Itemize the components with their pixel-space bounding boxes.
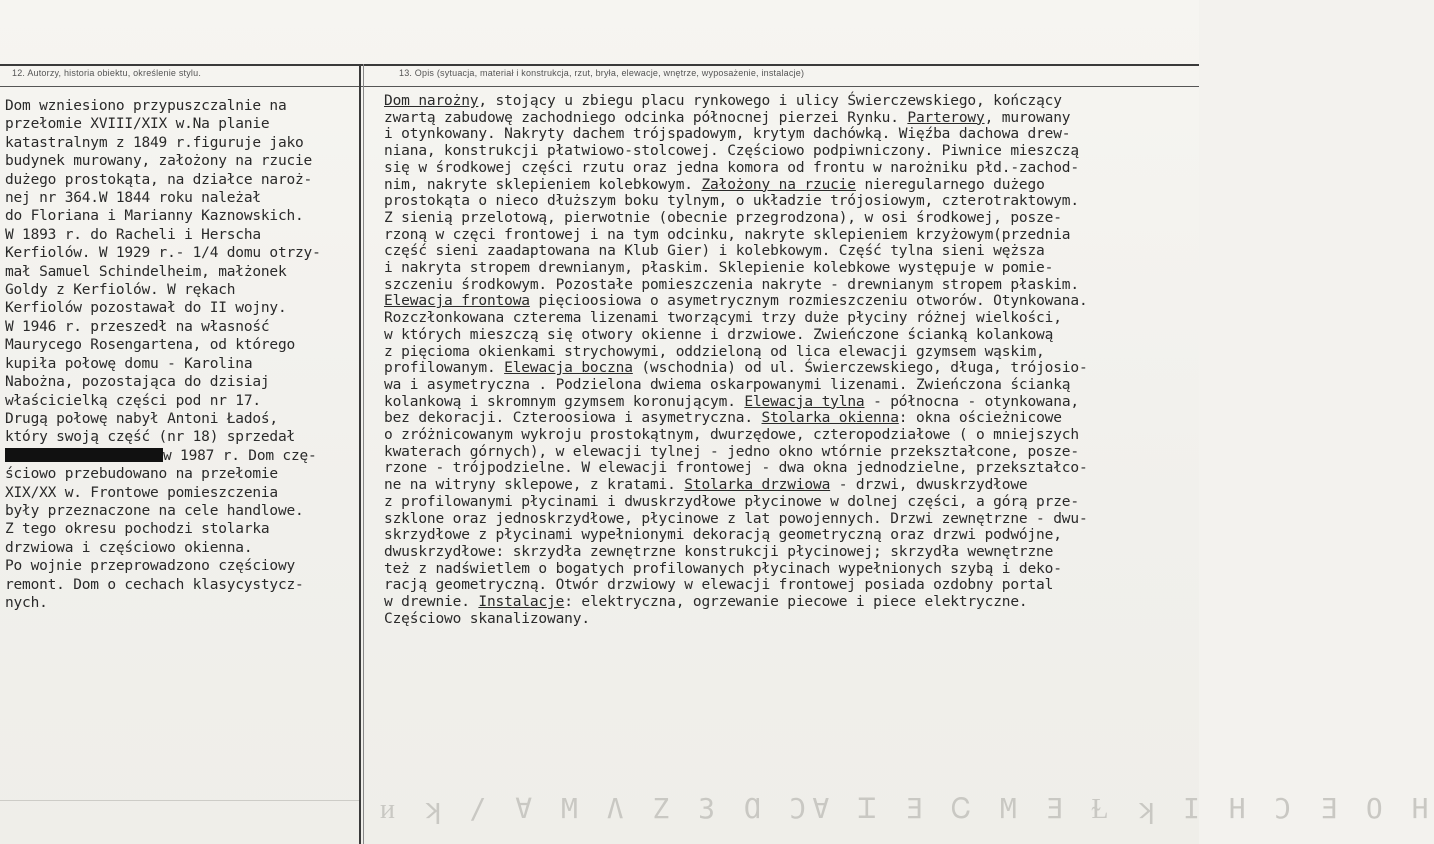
- description-line: [384, 277, 1190, 294]
- history-line-text: Goldy z Kerfiolów. W rękach: [5, 282, 236, 299]
- description-line: [384, 477, 1190, 494]
- description-segment: kolankową i skromnym gzymsem koronującym.: [384, 393, 745, 410]
- history-line: [5, 392, 357, 410]
- description-line: [384, 527, 1190, 544]
- description-line: [384, 93, 1190, 110]
- section-heading: Instalacje: [478, 594, 565, 611]
- section-heading: Stolarka drzwiowa: [684, 477, 831, 494]
- description-line: [384, 377, 1190, 394]
- history-line: [5, 299, 357, 317]
- history-line: [5, 539, 357, 557]
- column-divider-secondary: [363, 64, 364, 844]
- history-line: [5, 226, 357, 244]
- section-heading: Elewacja frontowa: [384, 293, 530, 310]
- history-line: [5, 97, 357, 115]
- description-line: [384, 210, 1190, 227]
- description-segment: i otynkowany. Nakryty dachem trójspadowym, krytym dachówką. Więźba dachowa drew-: [384, 126, 1071, 143]
- description-segment: ne na witryny sklepowe, z kratami.: [384, 477, 685, 494]
- description-segment: , stojący u zbiegu placu rynkowego i ulicy Świerczewskiego, kończący: [478, 93, 1062, 109]
- section-heading: Elewacja boczna: [504, 360, 633, 377]
- description-line: [384, 327, 1190, 344]
- bleed-through-text: ᴎ ʞ / ∀ M Ʌ Z 3 Ɑ ƆⱯ Ꮖ Ǝ Ꮯ M Ǝ Ɫ ʞ I H Ɔ Ǝ O H: [380, 792, 1434, 825]
- history-line-text: ściowo przebudowano na przełomie: [5, 466, 278, 483]
- description-segment: się w środkowej części rzutu oraz jedna komora od frontu w narożniku płd.-zachod-: [384, 159, 1079, 176]
- description-segment: pięcioosiowa o asymetrycznym rozmieszczeniu otworów. Otynkowana.: [529, 293, 1088, 310]
- header-underline: [0, 86, 1199, 87]
- history-line-text: przełomie XVIII/XIX w.Na planie: [5, 116, 270, 133]
- description-segment: też z nadświetlem o bogatych profilowanych płycinach wypełnionych szybą i deko-: [384, 560, 1062, 577]
- description-line: [384, 611, 1190, 628]
- history-line-text: Po wojnie przeprowadzono częściowy: [5, 558, 296, 575]
- description-segment: w drewnie.: [384, 594, 479, 611]
- description-line: [384, 460, 1190, 477]
- description-segment: racją geometryczną. Otwór drzwiowy w elewacji frontowej posiada ozdobny portal: [384, 577, 1054, 594]
- description-line: [384, 193, 1190, 210]
- history-line-text: W 1893 r. do Racheli i Herscha: [5, 226, 261, 243]
- history-line-text: Z tego okresu pochodzi stolarka: [5, 521, 270, 538]
- history-text: [5, 97, 357, 612]
- history-line: [5, 115, 357, 133]
- history-line: [5, 189, 357, 207]
- description-segment: rzone - trójpodzielne. W elewacji frontowej - dwa okna jednodzielne, przekształco-: [384, 460, 1088, 477]
- description-line: [384, 444, 1190, 461]
- description-line: [384, 394, 1190, 411]
- history-line-text: Maurycego Rosengartena, od którego: [5, 337, 296, 354]
- description-segment: szczeniu środkowym. Pozostałe pomieszczenia nakryte - drewnianym stropem płaskim.: [384, 276, 1079, 293]
- description-line: [384, 594, 1190, 611]
- history-line-text: W 1946 r. przeszedł na własność: [5, 318, 270, 335]
- history-line: [5, 576, 357, 594]
- description-segment: i nakryta stropem drewnianym, płaskim. Sklepienie kolebkowe występuje w pomie-: [384, 260, 1054, 277]
- history-line: [5, 171, 357, 189]
- top-border: [0, 64, 1199, 66]
- column-divider: [359, 64, 361, 844]
- faint-rule: [0, 800, 359, 801]
- description-segment: bez dekoracji. Czteroosiowa i asymetryczna.: [384, 410, 762, 427]
- description-line: [384, 360, 1190, 377]
- section-heading: Dom narożny: [384, 93, 479, 109]
- history-line-text: katastralnym z 1849 r.figuruje jako: [5, 134, 304, 151]
- description-line: [384, 310, 1190, 327]
- history-line: [5, 465, 357, 483]
- history-line: [5, 484, 357, 502]
- description-line: [384, 293, 1190, 310]
- left-column-header: 12. Autorzy, historia obiektu, określenie stylu.: [12, 68, 202, 78]
- history-line: [5, 281, 357, 299]
- description-segment: kwaterach górnych), w elewacji tylnej - jedno okno wtórnie przekształcone, posze-: [384, 443, 1079, 460]
- description-line: [384, 344, 1190, 361]
- redaction-bar: [5, 448, 163, 462]
- history-line-text: drzwiowa i częściowo okienna.: [5, 539, 253, 556]
- description-line: [384, 427, 1190, 444]
- history-line-text: dużego prostokąta, na działce naroż-: [5, 171, 313, 188]
- history-line: [5, 263, 357, 281]
- description-segment: : elektryczna, ogrzewanie piecowe i piece elektryczne.: [564, 594, 1028, 611]
- description-line: [384, 410, 1190, 427]
- history-line-text: XIX/XX w. Frontowe pomieszczenia: [5, 484, 278, 501]
- description-line: [384, 227, 1190, 244]
- description-segment: niana, konstrukcji płatwiowo-stolcowej. Częściowo podpiwniczony. Piwnice mieszczą: [384, 143, 1079, 160]
- history-line: [5, 152, 357, 170]
- description-segment: wa i asymetryczna . Podzielona dwiema oskarpowanymi lizenami. Zwieńczona ścianką: [384, 376, 1071, 393]
- history-line: [5, 557, 357, 575]
- section-heading: Założony na rzucie: [701, 176, 856, 193]
- description-line: [384, 160, 1190, 177]
- description-segment: z profilowanymi płycinami i dwuskrzydłowe płycinowe w dolnej części, a górą prze-: [384, 493, 1079, 510]
- description-segment: Częściowo skanalizowany.: [384, 610, 590, 627]
- description-segment: o zróżnicowanym wykroju prostokątnym, dwurzędowe, czteropodziałowe ( o mniejszych: [384, 427, 1079, 444]
- history-line-text: remont. Dom o cechach klasycystycz-: [5, 576, 304, 593]
- history-line: [5, 594, 357, 612]
- history-line: [5, 207, 357, 225]
- history-line-text: Kerfiolów. W 1929 r.- 1/4 domu otrzy-: [5, 245, 321, 262]
- history-line-text: w 1987 r. Dom czę-: [163, 447, 317, 464]
- description-segment: dwuskrzydłowe: skrzydła zewnętrzne konstrukcji płycinowej; skrzydła wewnętrzne: [384, 543, 1054, 560]
- description-line: [384, 110, 1190, 127]
- section-heading: Stolarka okienna: [761, 410, 899, 427]
- history-line-text: były przeznaczone na cele handlowe.: [5, 502, 304, 519]
- description-segment: Z sienią przelotową, pierwotnie (obecnie przegrodzona), w osi środkowej, posze-: [384, 209, 1062, 226]
- description-line: [384, 243, 1190, 260]
- history-line-text: do Floriana i Marianny Kaznowskich.: [5, 208, 304, 225]
- description-line: [384, 177, 1190, 194]
- history-line-text: Dom wzniesiono przypuszczalnie na: [5, 98, 287, 114]
- description-segment: - północna - otynkowana,: [864, 393, 1079, 410]
- history-line-text: kupiła połowę domu - Karolina: [5, 355, 253, 372]
- description-text: [384, 93, 1190, 628]
- description-segment: część sieni zaadaptowana na Klub Gier) i kolebkowym. Część tylna sieni węższa: [384, 243, 1045, 260]
- history-line-text: Kerfiolów pozostawał do II wojny.: [5, 300, 287, 317]
- description-segment: : okna ościeżnicowe: [898, 410, 1062, 427]
- description-segment: szklone oraz jednoskrzydłowe, płycinowe z lat powojennych. Drzwi zewnętrzne - dwu-: [384, 510, 1088, 527]
- history-line: [5, 502, 357, 520]
- right-column-header: 13. Opis (sytuacja, materiał i konstrukcja, rzut, bryła, elewacje, wnętrze, wyposażenie, instalacje): [399, 68, 805, 78]
- description-line: [384, 511, 1190, 528]
- description-segment: , murowany: [984, 109, 1071, 126]
- history-line-text: nych.: [5, 594, 48, 611]
- description-segment: rzoną w częci frontowej i na tym odcinku, nakryte sklepieniem krzyżowym(przednia: [384, 226, 1071, 243]
- history-line: [5, 520, 357, 538]
- history-line-text: który swoją część (nr 18) sprzedał: [5, 429, 296, 446]
- history-line-text: Drugą połowę nabył Antoni Ładoś,: [5, 410, 278, 427]
- description-segment: z pięcioma okienkami strychowymi, oddzieloną od lica elewacji gzymsem wąskim,: [384, 343, 1045, 360]
- description-line: [384, 577, 1190, 594]
- description-segment: nieregularnego dużego: [855, 176, 1045, 193]
- history-line-text: budynek murowany, założony na rzucie: [5, 153, 313, 170]
- description-line: [384, 126, 1190, 143]
- history-line-text: właścicielką części pod nr 17.: [5, 392, 261, 409]
- description-line: [384, 260, 1190, 277]
- history-line: [5, 428, 357, 446]
- description-segment: prostokąta o nieco dłuższym boku tylnym, o układzie trójosiowym, czterotraktowym.: [384, 193, 1079, 210]
- description-segment: w których mieszczą się otwory okienne i drzwiowe. Zwieńczone ścianką kolankową: [384, 326, 1054, 343]
- description-segment: - drzwi, dwuskrzydłowe: [830, 477, 1028, 494]
- history-line-text: nej nr 364.W 1844 roku należał: [5, 190, 261, 207]
- description-segment: zwartą zabudowę zachodniego odcinka północnej pierzei Rynku.: [384, 109, 908, 126]
- history-line: [5, 373, 357, 391]
- history-line: [5, 244, 357, 262]
- history-line: [5, 447, 357, 465]
- history-line: [5, 410, 357, 428]
- history-line: [5, 355, 357, 373]
- section-heading: Parterowy: [907, 109, 985, 126]
- history-line: [5, 318, 357, 336]
- description-line: [384, 561, 1190, 578]
- description-line: [384, 544, 1190, 561]
- description-segment: nim, nakryte sklepieniem kolebkowym.: [384, 176, 702, 193]
- description-line: [384, 494, 1190, 511]
- section-heading: Elewacja tylna: [744, 393, 865, 410]
- description-segment: (wschodnia) od ul. Świerczewskiego, długa, trójosio-: [632, 360, 1088, 377]
- history-line-text: mał Samuel Schindelheim, małżonek: [5, 263, 287, 280]
- history-line: [5, 134, 357, 152]
- description-segment: skrzydłowe z płycinami wypełnionymi dekoracją geometryczną oraz drzwi podwójne,: [384, 527, 1062, 544]
- description-line: [384, 143, 1190, 160]
- history-line-text: Nabożna, pozostająca do dzisiaj: [5, 374, 270, 391]
- description-segment: Rozczłonkowana czterema lizenami tworzącymi trzy duże płyciny różnej wielkości,: [384, 310, 1062, 327]
- history-line: [5, 336, 357, 354]
- description-segment: profilowanym.: [384, 360, 505, 377]
